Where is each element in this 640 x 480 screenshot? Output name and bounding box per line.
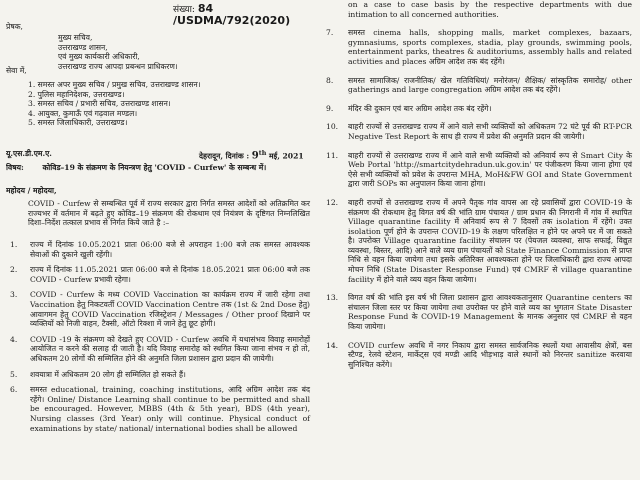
subject-line xyxy=(6,163,266,173)
item-text: COVID -19 के संक्रमण को देखते हुए COVID - Curfew अवधि में यथासंभव विवाह समारोहों आयोजित न करने की सलाह दी जाती है। यदि विवाह समारोह को स्थगित किया जाना संभव न हो तो, अधिकतम 20 लोगों की सम्मिलित होने की अनुमति जिला प्रशासन द्वारा प्रदान की जायेगी। xyxy=(30,334,310,363)
recipient-item: 3. समस्त सचिव / प्रभारी सचिव, उत्तराखण्ड शासन। xyxy=(28,99,171,109)
item-number: 11. xyxy=(326,150,339,160)
sender-address xyxy=(58,33,178,71)
item-number: 9. xyxy=(326,103,334,113)
place-date xyxy=(199,149,304,161)
date-day: 9 xyxy=(251,150,259,162)
item-number: 2. xyxy=(10,265,18,275)
reference-label: संख्या: xyxy=(173,5,195,15)
item-number: 6. xyxy=(10,385,18,395)
item-number: 14. xyxy=(326,340,339,350)
item-text: विगत वर्ष की भांति इस वर्ष भी जिला प्रशासन द्वारा आवश्यकतानुसार Quarantine centers का संचालन जिला स्तर पर किया जायेगा तथा उपरोक्त पर होने वाले व्यय का भुगतान State Disaster Response Fund के COVID-19 Management के मानक अनुसार एवं CMRF से वहन किया जायेगा। xyxy=(348,293,632,332)
intro-paragraph: COVID - Curfew से सम्बन्धित पूर्व में राज्य सरकार द्वारा निर्गत समस्त आदेशों को अतिक्रमित कर राज्यभर में वर्तमान में बढ़ते हुए कोविड–19 संक्रमण की रोकथाम एवं नियंत्रण के दृष्टिगत निम्नलिखित दिशा–निर्देश तत्काल प्रभाव से निर्गत किये जाते है :– xyxy=(28,199,310,228)
date-rest: मई, 2021 xyxy=(266,151,304,161)
item-number: 1. xyxy=(10,240,18,249)
reference-number-value: 84 xyxy=(197,2,214,15)
salutation: महोदय / महोदया, xyxy=(6,186,57,195)
continued-text: on a case to case basis by the respective departments with due intimation to all concerned authorities. xyxy=(348,0,632,19)
list-item xyxy=(326,104,632,114)
item-text: समस्त cinema halls, shopping malls, market complexes, bazaars, gymnasiums, sports complexes, stadia, play grounds, swimming pools, entertainment parks, theatres & auditoriums, assembly halls and related activities and places अग्रिम आदेश तक बंद रहेंगे। xyxy=(348,28,632,66)
list-item xyxy=(326,293,632,331)
recipient-item: 4. आयुक्त, कुमाऊँ एवं गढ़वाल मण्डल। xyxy=(28,108,138,118)
address-line: एवं मुख्य कार्यकारी अधिकारी, xyxy=(58,52,140,62)
item-text: शवयात्रा में अधिकतम 20 लोग ही सम्मिलित हो सकते हैं। xyxy=(30,369,186,379)
subject-text: कोविड–19 के संक्रमण के नियन्त्रण हेतु 'COVID - Curfew' के सम्बन्ध में। xyxy=(42,163,267,172)
date-sup: th xyxy=(258,150,267,157)
sender-label: प्रेषक, xyxy=(6,22,23,31)
address-line: मुख्य सचिव, xyxy=(58,33,93,42)
list-item xyxy=(326,28,632,66)
list-item xyxy=(326,341,632,370)
recipient-item: 5. समस्त जिलाधिकारी, उत्तराखण्ड। xyxy=(28,118,128,128)
office-code: यू.एस.डी.एम.ए. xyxy=(6,149,52,158)
item-number: 5. xyxy=(10,369,18,379)
recipient-item: 2. पुलिस महानिदेशक, उत्तराखण्ड। xyxy=(28,89,125,99)
item-number: 8. xyxy=(326,75,334,85)
list-item xyxy=(10,335,310,364)
reference-number xyxy=(173,4,318,27)
left-instruction-list xyxy=(10,240,310,439)
list-item xyxy=(10,265,310,284)
recipients-list xyxy=(28,80,201,128)
item-text: राज्य में दिनांक 10.05.2021 प्रातः 06:00 बजे से अपराहन 1:00 बजे तक समस्त आवश्यक सेवाओं की दुकाने खुली रहेंगी। xyxy=(30,240,310,259)
recipients-label: सेवा में, xyxy=(6,66,27,75)
list-item xyxy=(10,370,310,380)
item-number: 3. xyxy=(10,290,18,300)
list-item xyxy=(326,76,632,95)
item-text: बाहरी राज्यों से उत्तराखण्ड राज्य में अपने पैतृक गांव वापस आ रहे प्रवासियों द्वारा COVID-19 के संक्रमण की रोकथाम हेतु विगत वर्ष की भांति ग्राम पंचायत / ग्राम प्रधान की निगरानी में गांव में स्थापित Village quarantine facility में अनिवार्य रूप से 7 दिवसों तक isolation में रहेंगे। उक्त isolation पूर्ण होने के उपरान्त COVID-19 के लक्षण परिलक्षित न होने पर अपने घर में जा सकते है। उपरोक्त Village quarantine facility संचालन पर (पेयजल व्यवस्था, साफ सफाई, विद्युत व्यवस्था, बिस्तर, आदि) आने वाले व्यय ग्राम पंचायतों को State Finance Commission से प्राप्त निधि से वहन किया जायेगा तथा इसके अतिरिक्त आवश्यकता होने पर जिलाधिकारी द्वारा राज्य आपदा मोचन निधि (State Disaster Response Fund) एवं CMRF से village quarantine facility में होने वाले व्यय वहन किया जायेगा। xyxy=(348,197,632,284)
item-text: बाहरी राज्यों से उत्तराखण्ड राज्य में आने वाले सभी व्यक्तियों को अधिकतम 72 घंटे पूर्व की RT-PCR Negative Test Report के साथ ही राज्य में प्रवेश की अनुमति प्रदान की जायेगी। xyxy=(348,122,632,141)
item-number: 12. xyxy=(326,197,339,207)
list-item xyxy=(326,122,632,141)
item-text: राज्य में दिनांक 11.05.2021 प्रातः 06:00 बजे से दिनांक 18.05.2021 प्रातः 06:00 बजे तक COVID - Curfew प्रभावी रहेगा। xyxy=(30,265,310,284)
subject-label: विषय: xyxy=(6,163,24,172)
reference-suffix: /USDMA/792(2020) xyxy=(173,13,291,27)
item-text: COVID - Curfew के मध्य COVID Vaccination का कार्यक्रम राज्य में जारी रहेगा तथा Vaccination हेतु निकटवर्ती COVID Vaccination Centre तक (1st & 2nd Dose हेतु) आवागमन हेतु COVID Vaccination रजिस्ट्रेशन / Messages / Other proof दिखाने पर व्यक्तियों को निजी वाहन, टैक्सी, ऑटो रिक्शा में जाने हेतु छूट होगी। xyxy=(30,290,310,329)
address-line: उत्तराखण्ड राज्य आपदा प्रबन्धन प्राधिकरण। xyxy=(58,61,178,71)
list-item xyxy=(326,198,632,284)
item-text: COVID curfew अवधि में नगर निकाय द्वारा समस्त सार्वजनिक स्थलों यथा आवासीय क्षेत्रों, बस स्टैण्ड, रेलवे स्टेशन, मार्केट्स एवं मण्डी आदि भीड़भाड़ वाले स्थानों को निरन्तर sanitize करवाया सुनिश्चित करेंगे। xyxy=(348,340,632,369)
right-column xyxy=(326,0,636,480)
left-column xyxy=(6,0,318,480)
item-number: 10. xyxy=(326,122,339,132)
item-text: समस्त educational, training, coaching institutions, आदि अग्रिम आदेश तक बंद रहेंगे। Online/ Distance Learning shall continue to be permitted and shall be encouraged. However, MBBS (4th & 5th year), BDS (4th year), Nursing classes (3rd Year) only will continue. Physical conduct of examinations by state/ national/ international bodies shall be allowed xyxy=(30,385,310,433)
address-line: उत्तराखण्ड शासन, xyxy=(58,42,108,52)
recipient-item: 1. समस्त अपर मुख्य सचिव / प्रमुख सचिव, उत्तराखण्ड शासन। xyxy=(28,80,201,89)
item-text: समस्त सामाजिक/ राजनीतिक/ खेल गतिविधियां/ मनोरंजन/ शैक्षिक/ सांस्कृतिक समारोह/ other gatherings and large congregation अग्रिम आदेश तक बंद रहेंगे। xyxy=(348,75,632,95)
place-label: देहरादून, दिनांक : xyxy=(199,151,250,161)
item-number: 13. xyxy=(326,293,339,303)
list-item xyxy=(10,240,310,259)
list-item xyxy=(10,385,310,433)
item-number: 7. xyxy=(326,28,334,38)
list-item xyxy=(326,151,632,189)
item-text: मंदिर की दुकान एवं बार अग्रिम आदेश तक बंद रहेंगे। xyxy=(348,103,492,113)
item-number: 4. xyxy=(10,334,18,344)
item-text: बाहरी राज्यों से उत्तराखण्ड राज्य में आने वाले सभी व्यक्तियों को अनिवार्य रूप से Smart City के Web Portal 'http://smartcitydehradun.uk.gov.in' पर पंजीकरण किया जाना होगा एवं ऐसे सभी व्यक्तियों को प्रवेश के उपरान्त MHA, MoH&FW GOI and State Government द्वारा जारी SOPs का अनुपालन किया जाना होगा। xyxy=(348,150,632,189)
list-item xyxy=(10,290,310,328)
right-instruction-list xyxy=(326,0,632,378)
